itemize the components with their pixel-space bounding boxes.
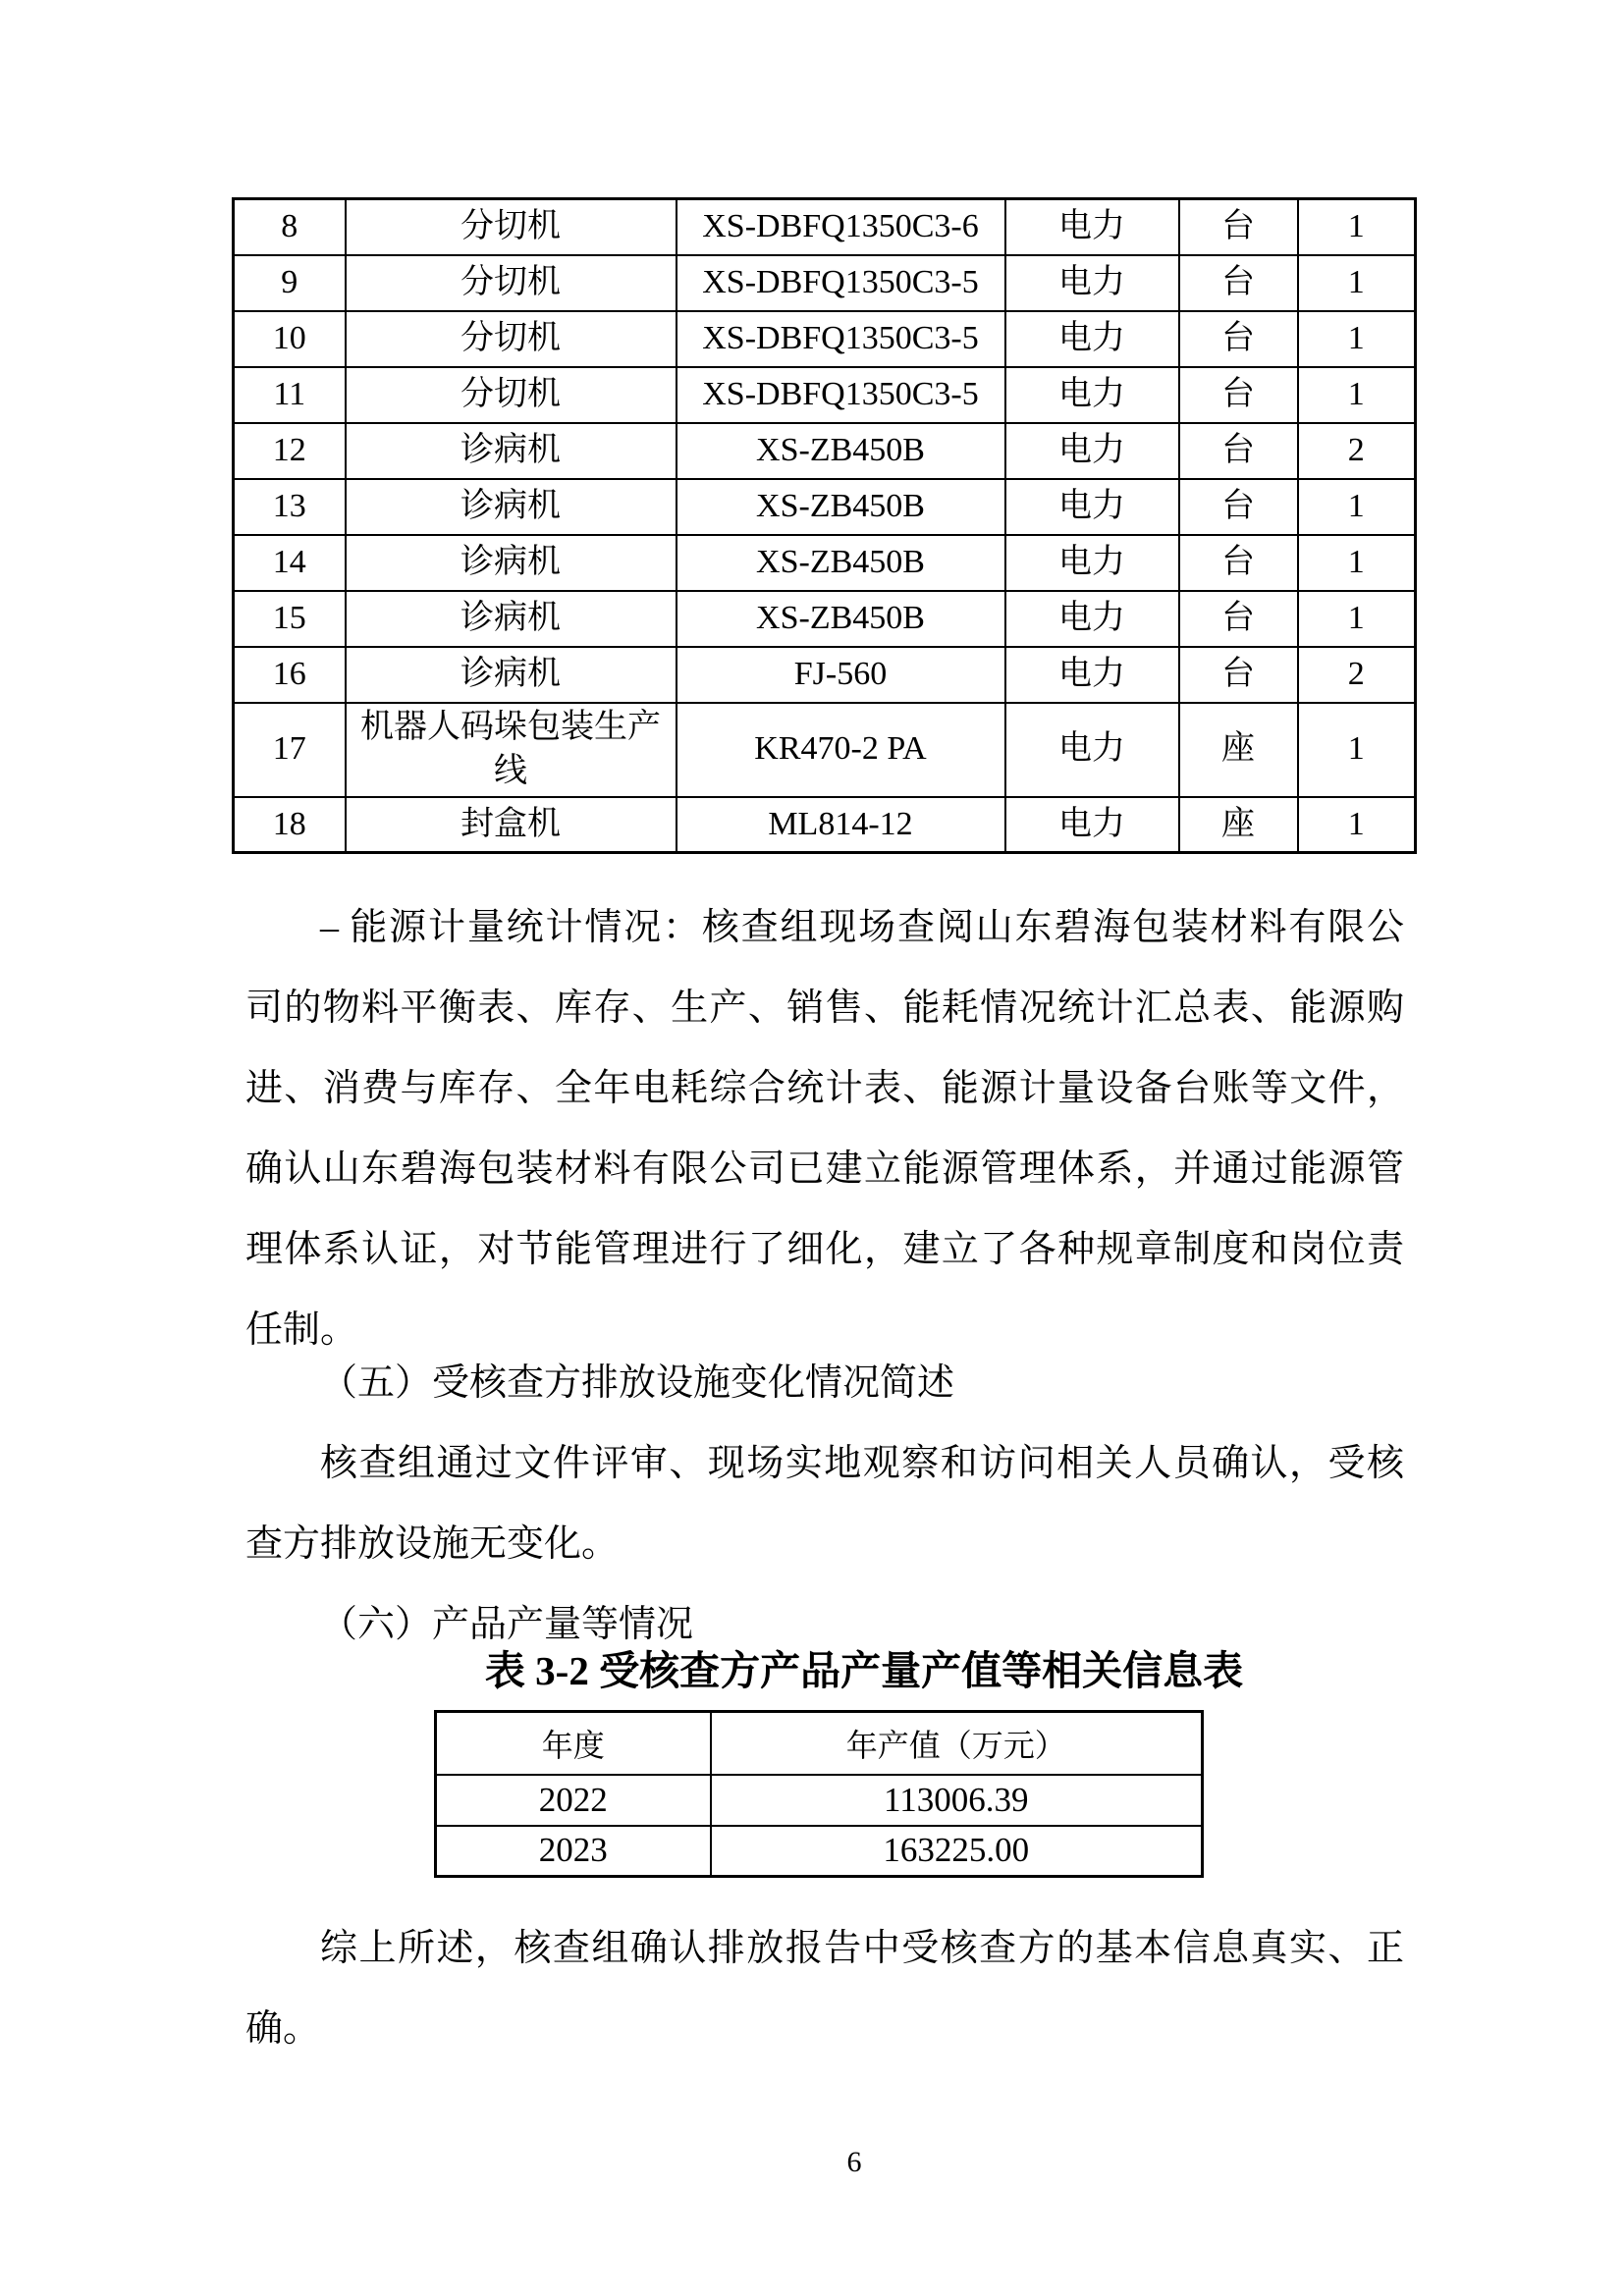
- body-text-line: 司的物料平衡表、库存、生产、销售、能耗情况统计汇总表、能源购: [245, 988, 1404, 1029]
- equipment-table-row: [234, 479, 1416, 535]
- equip-cell-name: 诊病机: [346, 647, 677, 703]
- equip-cell-name: 分切机: [346, 367, 677, 423]
- equip-cell-unit: 座: [1179, 797, 1298, 853]
- equip-cell-name: 封盒机: [346, 797, 677, 853]
- body-text-line: 核查组通过文件评审、现场实地观察和访问相关人员确认，受核: [320, 1443, 1404, 1484]
- equip-cell-unit: 台: [1179, 423, 1298, 479]
- body-text-line: 确。: [245, 2008, 321, 2050]
- body-text-line: 综上所述，核查组确认排放报告中受核查方的基本信息真实、正: [320, 1928, 1404, 1969]
- equip-cell-energy: 电力: [1005, 423, 1179, 479]
- body-text-line: 任制。: [245, 1309, 358, 1351]
- equip-cell-qty: 1: [1298, 535, 1416, 591]
- equip-cell-name: 机器人码垛包装生产线: [346, 703, 677, 797]
- equip-cell-name: 分切机: [346, 255, 677, 311]
- equip-cell-energy: 电力: [1005, 797, 1179, 853]
- equip-cell-qty: 1: [1298, 703, 1416, 797]
- product-output-data-cell: 113006.39: [711, 1775, 1203, 1826]
- paragraph-summary: [245, 1908, 1404, 2069]
- equip-cell-energy: 电力: [1005, 647, 1179, 703]
- equipment-table-row: [234, 647, 1416, 703]
- product-output-data-row: [436, 1826, 1203, 1877]
- equip-cell-no: 13: [234, 479, 346, 535]
- equip-cell-no: 17: [234, 703, 346, 797]
- equip-cell-no: 18: [234, 797, 346, 853]
- equip-cell-energy: 电力: [1005, 367, 1179, 423]
- equip-cell-unit: 台: [1179, 199, 1298, 255]
- equip-cell-no: 15: [234, 591, 346, 647]
- equip-cell-no: 16: [234, 647, 346, 703]
- equipment-table-row: [234, 199, 1416, 255]
- equip-cell-model: XS-ZB450B: [677, 591, 1005, 647]
- equipment-table-row: [234, 311, 1416, 367]
- equip-cell-unit: 台: [1179, 647, 1298, 703]
- equip-cell-qty: 2: [1298, 647, 1416, 703]
- equip-cell-qty: 1: [1298, 367, 1416, 423]
- equip-cell-model: ML814-12: [677, 797, 1005, 853]
- equip-cell-name: 诊病机: [346, 591, 677, 647]
- equip-cell-qty: 1: [1298, 479, 1416, 535]
- equip-cell-unit: 台: [1179, 311, 1298, 367]
- product-output-header-cell: 年度: [436, 1712, 711, 1775]
- equip-cell-no: 12: [234, 423, 346, 479]
- equip-cell-model: FJ-560: [677, 647, 1005, 703]
- equip-cell-unit: 座: [1179, 703, 1298, 797]
- product-output-table-body: [436, 1712, 1203, 1877]
- equip-cell-model: XS-ZB450B: [677, 535, 1005, 591]
- product-output-data-cell: 2022: [436, 1775, 711, 1826]
- page-number: 6: [846, 2146, 862, 2178]
- equipment-table-row: [234, 255, 1416, 311]
- equip-cell-qty: 1: [1298, 311, 1416, 367]
- equip-cell-no: 11: [234, 367, 346, 423]
- equip-cell-energy: 电力: [1005, 255, 1179, 311]
- equip-cell-unit: 台: [1179, 479, 1298, 535]
- equip-cell-model: KR470-2 PA: [677, 703, 1005, 797]
- equip-cell-unit: 台: [1179, 591, 1298, 647]
- product-output-data-cell: 2023: [436, 1826, 711, 1877]
- equip-cell-model: XS-DBFQ1350C3-6: [677, 199, 1005, 255]
- equipment-table-row: [234, 797, 1416, 853]
- equip-cell-energy: 电力: [1005, 591, 1179, 647]
- equip-cell-qty: 1: [1298, 797, 1416, 853]
- product-output-header-row: [436, 1712, 1203, 1775]
- product-output-data-row: [436, 1775, 1203, 1826]
- equipment-table-row: [234, 423, 1416, 479]
- equipment-table-body: [234, 199, 1416, 853]
- equip-cell-qty: 2: [1298, 423, 1416, 479]
- paragraph-energy-metering: [245, 887, 1404, 1370]
- body-text-line: 进、消费与库存、全年电耗综合统计表、能源计量设备台账等文件，: [245, 1068, 1404, 1109]
- product-output-data-cell: 163225.00: [711, 1826, 1203, 1877]
- body-text-line: – 能源计量统计情况：核查组现场查阅山东碧海包装材料有限公: [320, 907, 1404, 948]
- equip-cell-qty: 1: [1298, 199, 1416, 255]
- body-text-line: 确认山东碧海包装材料有限公司已建立能源管理体系，并通过能源管: [245, 1148, 1404, 1190]
- body-text-line: 理体系认证，对节能管理进行了细化，建立了各种规章制度和岗位责: [245, 1229, 1404, 1270]
- equip-cell-energy: 电力: [1005, 535, 1179, 591]
- equip-cell-energy: 电力: [1005, 199, 1179, 255]
- equip-cell-name: 诊病机: [346, 479, 677, 535]
- equip-cell-unit: 台: [1179, 255, 1298, 311]
- equip-cell-name: 分切机: [346, 311, 677, 367]
- table-3-2-title: 表 3-2 受核查方产品产量产值等相关信息表: [484, 1648, 1244, 1693]
- equip-cell-unit: 台: [1179, 535, 1298, 591]
- equip-cell-qty: 1: [1298, 255, 1416, 311]
- section-five-six: [245, 1343, 1404, 1665]
- equip-cell-no: 9: [234, 255, 346, 311]
- equipment-table-row: [234, 591, 1416, 647]
- equip-cell-energy: 电力: [1005, 703, 1179, 797]
- equip-cell-energy: 电力: [1005, 311, 1179, 367]
- equip-cell-no: 8: [234, 199, 346, 255]
- body-text-line: （五）受核查方排放设施变化情况简述: [320, 1362, 955, 1404]
- equip-cell-model: XS-ZB450B: [677, 479, 1005, 535]
- equip-cell-unit: 台: [1179, 367, 1298, 423]
- equip-cell-name: 诊病机: [346, 535, 677, 591]
- body-text-line: 查方排放设施无变化。: [245, 1523, 620, 1565]
- product-output-header-cell: 年产值（万元）: [711, 1712, 1203, 1775]
- equipment-table-row: [234, 367, 1416, 423]
- equipment-table-row: [234, 535, 1416, 591]
- product-output-table: [434, 1710, 1204, 1878]
- equipment-table-row: [234, 703, 1416, 797]
- equip-cell-name: 诊病机: [346, 423, 677, 479]
- equip-cell-qty: 1: [1298, 591, 1416, 647]
- equip-cell-no: 10: [234, 311, 346, 367]
- equipment-table: [232, 197, 1417, 854]
- equip-cell-energy: 电力: [1005, 479, 1179, 535]
- equip-cell-name: 分切机: [346, 199, 677, 255]
- equip-cell-no: 14: [234, 535, 346, 591]
- equip-cell-model: XS-ZB450B: [677, 423, 1005, 479]
- equip-cell-model: XS-DBFQ1350C3-5: [677, 255, 1005, 311]
- body-text-line: （六）产品产量等情况: [320, 1604, 694, 1645]
- equip-cell-model: XS-DBFQ1350C3-5: [677, 367, 1005, 423]
- equip-cell-model: XS-DBFQ1350C3-5: [677, 311, 1005, 367]
